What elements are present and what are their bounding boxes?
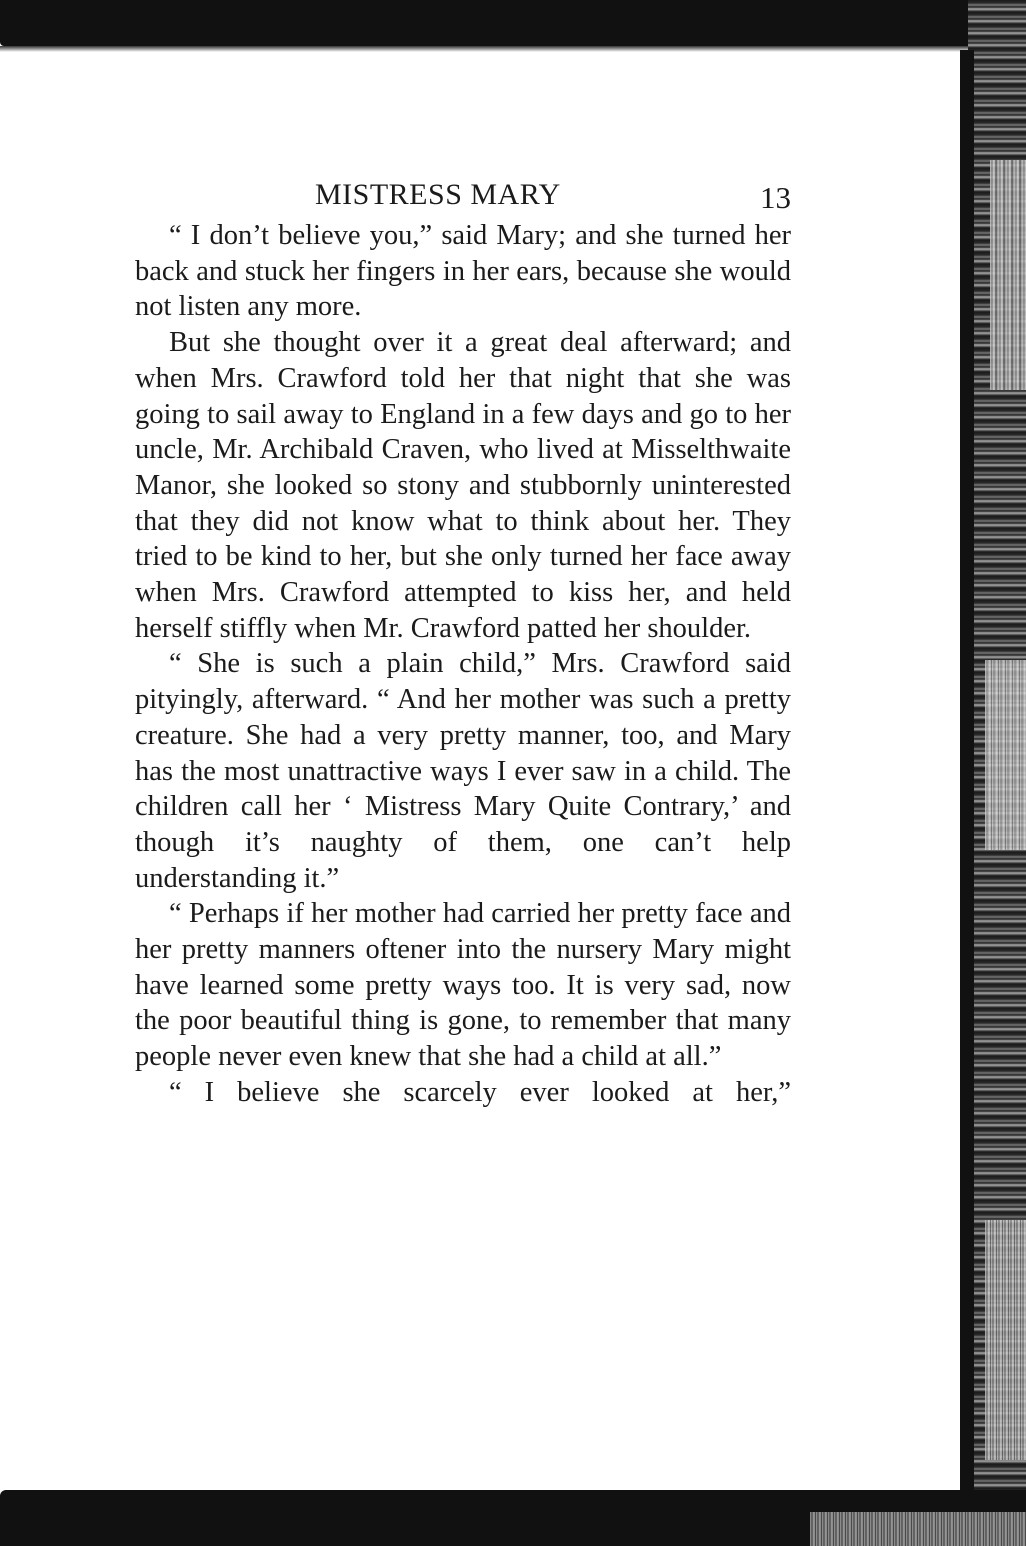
paragraph: “ I believe she scarcely ever looked at her,” [169,1076,791,1108]
running-head [135,170,791,218]
paragraph: “ She is such a plain child,” Mrs. Crawford said pityingly, afterward. “ And her mother was such a pretty creature. She had a very pretty manner, too, and Mary has the most unattractive ways I ever saw in a child. The children call her ‘ Mistress Mary Quite Contrary,’ and though it’s naughty of them, one can’t help understanding it.” [135,648,791,894]
page-number: 13 [760,180,791,215]
page-edge-texture [810,1512,1026,1546]
page-edge-texture [990,160,1026,390]
paragraph: “ Perhaps if her mother had carried her pretty face and her pretty manners oftener into the nursery Mary might have learned some pretty ways too. It is very sad, now the poor beautiful thing is gone, to remember that many people never even knew that she had a child at all.” [135,898,791,1073]
book-spine-edge [960,50,974,1490]
paragraph: But she thought over it a great deal afterward; and when Mrs. Crawford told her that night that she was going to sail away to England in a few days and go to her uncle, Mr. Archibald Craven, who lived at Misselthwaite Manor, she looked so stony and stubbornly uninterested that they did not know what to think about her. They tried to be kind to her, but she only turned her face away when Mrs. Crawford attempted to kiss her, and held herself stiffly when Mr. Crawford patted her shoulder. [135,327,791,644]
page-edge-texture [985,660,1026,850]
scan-shadow-top [0,46,980,52]
paragraph: “ I don’t believe you,” said Mary; and she turned her back and stuck her fingers in her ears, because she would not listen any more. [135,220,791,323]
scan-border-top [0,0,1000,46]
running-head-title: MISTRESS MARY [315,178,561,211]
page-body [135,170,791,1111]
page-edge-texture [985,1220,1026,1460]
